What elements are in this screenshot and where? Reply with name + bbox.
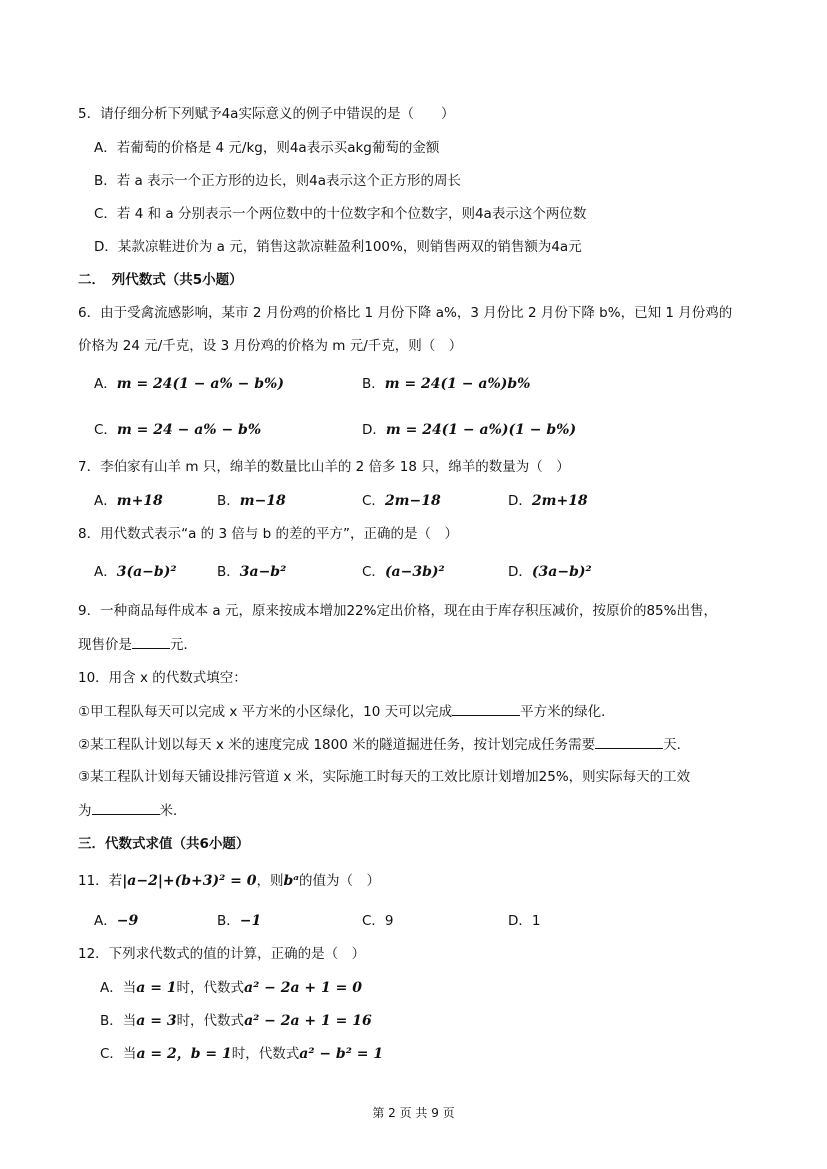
option-label: C． <box>94 422 117 438</box>
q12-option-b-condition: a = 3 <box>136 1013 177 1029</box>
q8-option-b-expr: 3a−b² <box>239 564 287 580</box>
q11-option-b <box>217 911 261 931</box>
option-label: A． <box>94 564 117 580</box>
q10-part2 <box>78 734 690 755</box>
q11-option-c: C．9 <box>362 913 394 929</box>
q8-option-c <box>362 562 445 582</box>
option-label: A． <box>94 913 117 929</box>
q12-option-a-prefix: A．当 <box>100 980 137 996</box>
q12-option-b <box>100 1011 372 1031</box>
q12-option-a-mid: 时，代数式 <box>176 980 245 996</box>
q12-option-c-expr: a² − b² = 1 <box>299 1046 384 1062</box>
q12-option-c <box>100 1044 383 1064</box>
q6-option-c <box>94 420 261 440</box>
section-2-heading: 二． 列代数式（共5小题） <box>78 272 243 288</box>
q8-option-d <box>508 562 592 582</box>
q7-option-b-expr: m−18 <box>239 493 286 509</box>
q12-option-b-prefix: B．当 <box>100 1013 137 1029</box>
q12-option-a-condition: a = 1 <box>136 980 177 996</box>
q12-option-a <box>100 978 362 998</box>
q12-option-b-expr: a² − 2a + 1 = 16 <box>244 1013 372 1029</box>
q11-option-b-expr: −1 <box>239 913 262 929</box>
q10-part1 <box>78 701 615 722</box>
q11-expression: bᵃ <box>283 873 300 889</box>
q8-option-c-expr: (a−3b)² <box>384 564 445 580</box>
q12-option-a-expr: a² − 2a + 1 = 0 <box>244 980 362 996</box>
section-3-heading: 三．代数式求值（共6小题） <box>78 836 250 852</box>
option-label: D． <box>508 564 532 580</box>
q9-line1: 9．一种商品每件成本 a 元，原来按成本增加22%定出价格，现在由于库存积压减价，按原价的85%出售， <box>78 603 717 619</box>
answer-blank[interactable] <box>595 734 663 749</box>
option-label: B． <box>217 913 240 929</box>
q5-stem: 5．请仔细分析下列赋予4a实际意义的例子中错误的是（ ） <box>78 106 455 122</box>
page-footer <box>0 1104 827 1121</box>
q12-option-b-mid: 时，代数式 <box>176 1013 245 1029</box>
q11-prefix: 11．若 <box>78 873 123 889</box>
option-label: D． <box>508 493 532 509</box>
q8-option-b <box>217 562 286 582</box>
option-label: A． <box>94 376 117 392</box>
q9-line2 <box>78 634 197 655</box>
q12-option-c-prefix: C．当 <box>100 1046 137 1062</box>
q8-option-a-expr: 3(a−b)² <box>116 564 177 580</box>
answer-blank[interactable] <box>92 800 160 815</box>
q6-option-a <box>94 374 284 394</box>
q7-option-a <box>94 491 163 511</box>
q8-option-d-expr: (3a−b)² <box>531 564 592 580</box>
q5-option-c: C．若 4 和 a 分别表示一个两位数中的十位数字和个位数字，则4a表示这个两位数 <box>94 206 587 222</box>
option-label: B． <box>362 376 385 392</box>
q7-option-c <box>362 491 441 511</box>
q10-part2-prefix: ②某工程队计划以每天 x 米的速度完成 1800 米的隧道掘进任务，按计划完成任务需要 <box>78 737 596 753</box>
q7-option-b <box>217 491 286 511</box>
q11-mid: ，则 <box>256 873 284 889</box>
option-label: D． <box>362 422 386 438</box>
q10-part3-suffix: 米． <box>159 803 187 819</box>
q9-suffix: 元． <box>170 637 197 653</box>
option-label: C． <box>362 564 385 580</box>
q12-option-c-mid: 时，代数式 <box>231 1046 300 1062</box>
q6-option-a-expr: m = 24(1 − a% − b%) <box>116 376 284 392</box>
q7-option-a-expr: m+18 <box>116 493 163 509</box>
q12-stem: 12．下列求代数式的值的计算，正确的是（ ） <box>78 946 366 962</box>
q12-option-c-condition: a = 2，b = 1 <box>136 1046 232 1062</box>
q6-option-b <box>362 374 530 394</box>
q6-stem-line1: 6．由于受禽流感影响，某市 2 月份鸡的价格比 1 月份下降 a%，3 月份比 2 月份下降 b%，已知 1 月份鸡的 <box>78 305 733 321</box>
answer-blank[interactable] <box>452 701 520 716</box>
q8-option-a <box>94 562 176 582</box>
q10-stem: 10．用含 x 的代数式填空： <box>78 670 247 686</box>
option-label: A． <box>94 493 117 509</box>
q11-suffix: 的值为（ ） <box>299 873 381 889</box>
q8-stem: 8．用代数式表示“a 的 3 倍与 b 的差的平方”，正确的是（ ） <box>78 526 458 542</box>
q11-option-d: D．1 <box>508 913 541 929</box>
q5-option-a: A．若葡萄的价格是 4 元/kg，则4a表示买akg葡萄的金额 <box>94 140 440 156</box>
q9-prefix: 现售价是 <box>78 637 132 653</box>
q6-stem-line2: 价格为 24 元/千克，设 3 月份鸡的价格为 m 元/千克，则（ ） <box>78 338 463 354</box>
q7-option-c-expr: 2m−18 <box>384 493 441 509</box>
q10-part3-line2 <box>78 800 187 821</box>
q11-stem <box>78 871 380 891</box>
q10-part3-line1: ③某工程队计划每天铺设排污管道 x 米，实际施工时每天的工效比原计划增加25%，则实际每天的工效 <box>78 769 691 785</box>
page-number: 第 2 页 共 9 页 <box>372 1106 455 1120</box>
q11-option-a <box>94 911 138 931</box>
q11-option-a-expr: −9 <box>116 913 139 929</box>
option-label: C． <box>362 493 385 509</box>
q7-stem: 7．李伯家有山羊 m 只，绵羊的数量比山羊的 2 倍多 18 只，绵羊的数量为（ ） <box>78 459 570 475</box>
q6-option-b-expr: m = 24(1 − a%)b% <box>384 376 531 392</box>
q5-option-b: B．若 a 表示一个正方形的边长，则4a表示这个正方形的周长 <box>94 173 461 189</box>
answer-blank[interactable] <box>132 634 170 649</box>
q10-part2-suffix: 天． <box>663 737 691 753</box>
q7-option-d <box>508 491 588 511</box>
q6-option-d <box>362 420 576 440</box>
q10-part3-prefix: 为 <box>78 803 92 819</box>
q5-option-d: D．某款凉鞋进价为 a 元，销售这款凉鞋盈利100%，则销售两双的销售额为4a元 <box>94 239 582 255</box>
q7-option-d-expr: 2m+18 <box>531 493 588 509</box>
q6-option-c-expr: m = 24 − a% − b% <box>116 422 262 438</box>
option-label: B． <box>217 564 240 580</box>
q10-part1-prefix: ①甲工程队每天可以完成 x 平方米的小区绿化，10 天可以完成 <box>78 704 453 720</box>
q11-equation: |a−2|+(b+3)² = 0 <box>122 873 257 889</box>
q10-part1-suffix: 平方米的绿化． <box>520 704 615 720</box>
q6-option-d-expr: m = 24(1 − a%)(1 − b%) <box>385 422 577 438</box>
option-label: B． <box>217 493 240 509</box>
